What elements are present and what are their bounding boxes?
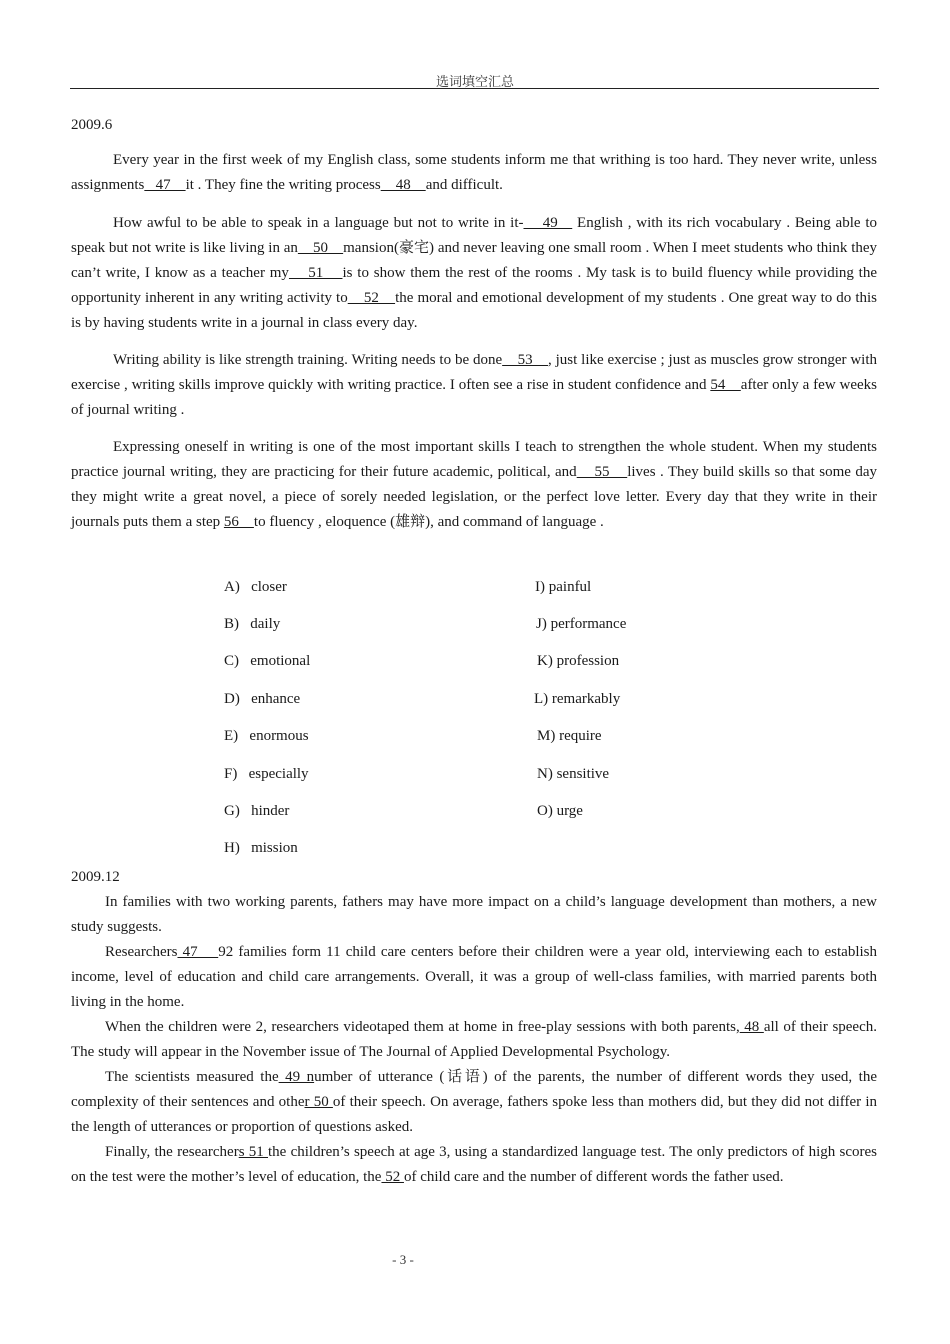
blank-50-b: r 50 [304,1094,333,1110]
blank-51-b: s 51 [238,1144,269,1160]
option-i: I) painful [535,579,592,595]
s1-paragraph-4: Expressing oneself in writing is one of the most important skills I teach to strengthen the whole student. When my students practice journal writing, they are practicing for their future academic, political, and 55 lives . They build skills so that some day they might write a great novel, a piece of sorely needed legislation, or the perfect love letter. Every day that they write in their journals puts them a step 56 to fluency , eloquence (雄辩), and command of language . [71,439,878,530]
option-h: H) mission [224,840,298,856]
blank-49: 49 [523,215,573,231]
page-number: - 3 - [392,1252,414,1267]
s1-paragraph-1: Every year in the first week of my English class, some students inform me that writhing is too hard. They never write, unless assignments 47 it . They fine the writing process 48 and difficult. [71,152,877,193]
s2-paragraph-1: In families with two working parents, fathers may have more impact on a child’s language development than mothers, a new study suggests. [71,894,877,935]
header-title: 选词填空汇总 [435,74,514,89]
s1-paragraph-3: Writing ability is like strength training. Writing needs to be done 53 , just like exercise ; just as muscles grow stronger with exercise , writing skills improve quickly with writing practice. I often see a rise in student confidence and 54 after only a few weeks of journal writing . [71,352,877,418]
s2-paragraph-4: The scientists measured the 49 number of utterance (话语) of the parents, the number of different words they used, the complexity of their sentences and other 50 of their speech. On average, fathers spoke less than mothers did, but they did not differ in the length of utterances or proportion of questions asked. [71,1069,878,1135]
blank-51: 51 [288,265,343,281]
option-l: L) remarkably [534,691,621,707]
s2-paragraph-5: Finally, the researchers 51 the children’s speech at age 3, using a standardized language test. The only predictors of high scores on the test were the mother’s level of education, the 52 of child care and the number of different words the father used. [71,1144,878,1185]
s2-paragraph-2: Researchers 47 92 families form 11 child care centers before their children were a year old, interviewing each to establish income, level of education and child care arrangements. Overall, it was a group of well-class families, with married parents both living in the home. [71,944,877,1010]
option-m: M) require [537,728,602,744]
option-g: G) hinder [224,803,290,819]
s2-paragraph-3: When the children were 2, researchers videotaped them at home in free-play sessions with both parents, 48 all of their speech. The study will appear in the November issue of The Journal of Applied Developmental Psychology. [71,1019,877,1060]
header-divider [70,88,879,89]
option-b: B) daily [224,616,281,632]
option-a: A) closer [224,579,287,595]
blank-47: 47 [144,177,186,193]
option-f: F) especially [224,766,309,782]
year-2009-12: 2009.12 [71,869,120,885]
year-2009-6: 2009.6 [71,117,113,133]
blank-50: 50 [297,240,344,256]
option-j: J) performance [536,616,627,632]
option-d: D) enhance [224,691,301,707]
blank-52: 52 [347,290,396,306]
option-c: C) emotional [224,653,311,669]
blank-48: 48 [380,177,426,193]
blank-53: 53 [502,352,549,368]
option-e: E) enormous [224,728,309,744]
blank-55: 55 [576,464,628,480]
s1-paragraph-2: How awful to be able to speak in a language but not to write in it- 49 English , with its rich vocabulary . Being able to speak but not write is like living in an 50 mansion(豪宅) and never leaving one small room . When I meet students who think they can’t write, I know as a teacher my 51 is to show them the rest of the rooms . My task is to build fluency while providing the opportunity inherent in any writing activity to 52 the moral and emotional development of my students . One great way to do this is by having students write in a journal in class every day. [71,215,878,331]
blank-56: 56 [223,514,254,530]
option-n: N) sensitive [537,766,610,782]
blank-48-b: 48 [739,1019,764,1035]
blank-52-b: 52 [381,1169,404,1185]
blank-49-b: 49 n [278,1069,315,1085]
option-o: O) urge [537,803,583,819]
blank-54: 54 [710,377,741,393]
blank-47-b: 47 [177,944,219,960]
option-k: K) profession [537,653,620,669]
